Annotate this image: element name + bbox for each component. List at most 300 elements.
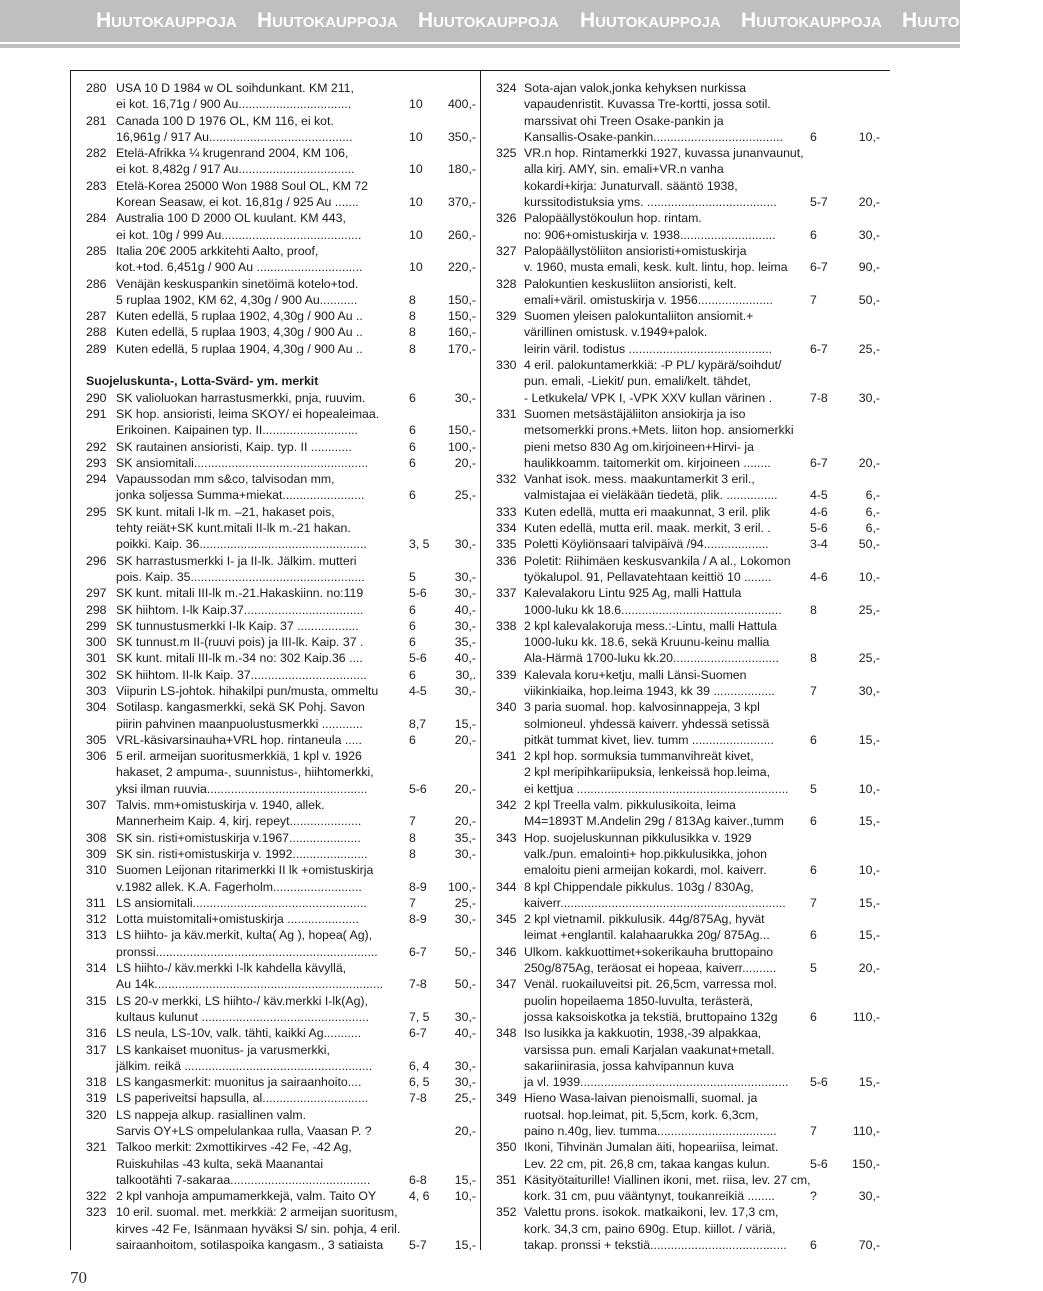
lot-price: 30,- bbox=[454, 912, 476, 927]
lot-description: haulikkoamm. taitomerkit om. kirjoineen ........ bbox=[524, 455, 771, 470]
lot-row bbox=[86, 895, 476, 911]
lot-description: Vapaussodan mm s&co, talvisodan mm, bbox=[116, 472, 335, 487]
lot-row bbox=[496, 439, 880, 455]
lot-description: kultaus kulunut ................................................. bbox=[116, 1009, 369, 1024]
lot-condition: 8 bbox=[810, 651, 817, 666]
lot-description: Lotta muistomitali+omistuskirja ..................... bbox=[116, 912, 359, 927]
lot-condition: 5-6 bbox=[810, 1075, 828, 1090]
lot-number: 318 bbox=[86, 1075, 107, 1090]
lot-description: LS neula, LS-10v, valk. tähti, kaikki Ag........... bbox=[116, 1026, 362, 1041]
lot-number: 304 bbox=[86, 700, 107, 715]
lot-row bbox=[86, 259, 476, 275]
lot-description: tehty reiät+SK kunt.mitali II-lk m.-21 hakan. bbox=[116, 521, 351, 536]
lot-description: Hop. suojeluskunnan pikkulusikka v. 1929 bbox=[524, 830, 752, 845]
lot-row bbox=[496, 1042, 880, 1058]
lot-description: 1000-luku kk 18.6............................................... bbox=[524, 602, 782, 617]
lot-description: marssivat ohi Treen Osake-pankin ja bbox=[524, 113, 724, 128]
lot-price: 20,- bbox=[858, 195, 880, 210]
lot-row bbox=[496, 194, 880, 210]
lot-number: 323 bbox=[86, 1205, 107, 1220]
lot-number: 315 bbox=[86, 993, 107, 1008]
lot-row bbox=[496, 357, 880, 373]
lot-row bbox=[86, 732, 476, 748]
lot-row bbox=[86, 113, 476, 129]
lot-number: 293 bbox=[86, 455, 107, 470]
lot-price: 6,- bbox=[865, 504, 880, 519]
lot-description: SK valioluokan harrastusmerkki, pnja, ruuvim. bbox=[116, 390, 366, 405]
lot-price: 50,- bbox=[454, 944, 476, 959]
lot-row bbox=[86, 830, 476, 846]
lot-price: 100,- bbox=[447, 439, 476, 454]
lot-condition: 8 bbox=[409, 846, 416, 861]
lot-row bbox=[496, 960, 880, 976]
lot-number: 349 bbox=[496, 1091, 517, 1106]
lot-price: 50,- bbox=[858, 537, 880, 552]
lot-price: 30,- bbox=[454, 846, 476, 861]
lot-description: LS paperiveitsi hapsulla, al............................... bbox=[116, 1091, 369, 1106]
lot-condition: 5-6 bbox=[409, 651, 427, 666]
lot-description: SK hiihtom. II-lk Kaip. 37.................................. bbox=[116, 667, 367, 682]
lot-description: varsissa pun. emali Karjalan vaakunat+metall. bbox=[524, 1042, 775, 1057]
lot-number: 352 bbox=[496, 1205, 517, 1220]
lot-row bbox=[86, 569, 476, 585]
lot-row bbox=[86, 210, 476, 226]
lot-description: SK hiihtom. I-lk Kaip.37................................... bbox=[116, 602, 364, 617]
lot-description: 2 kpl Treella valm. pikkulusikoita, leima bbox=[524, 798, 736, 813]
left-column-listing bbox=[86, 80, 476, 1253]
lot-description: Australia 100 D 2000 OL kuulant. KM 443, bbox=[116, 211, 346, 226]
lot-condition: 7-8 bbox=[409, 977, 427, 992]
page-header-banner bbox=[0, 0, 1043, 42]
lot-row bbox=[86, 813, 476, 829]
lot-description: SK sin. risti+omistuskirja v.1967..................... bbox=[116, 830, 361, 845]
lot-price: 10,- bbox=[858, 781, 880, 796]
lot-description: kirves -42 Fe, Isänmaan hyväksi S/ sin. pohja, 4 eril. bbox=[116, 1221, 401, 1236]
lot-price: 30,- bbox=[454, 586, 476, 601]
lot-row bbox=[496, 308, 880, 324]
lot-description: LS kangasmerkit: muonitus ja sairaanhoito.... bbox=[116, 1075, 362, 1090]
lot-number: 321 bbox=[86, 1140, 107, 1155]
lot-condition: 6 bbox=[409, 439, 416, 454]
lot-number: 325 bbox=[496, 146, 517, 161]
lot-number: 288 bbox=[86, 325, 107, 340]
lot-description: LS hiihto- ja käv.merkit, kulta( Ag ), hopea( Ag), bbox=[116, 928, 373, 943]
lot-description: SK kunt. mitali III-lk m.-34 no: 302 Kaip.36 .... bbox=[116, 651, 363, 666]
lot-price: 25,- bbox=[454, 488, 476, 503]
lot-row bbox=[496, 1123, 880, 1139]
lot-row bbox=[86, 520, 476, 536]
lot-price: 15,- bbox=[858, 895, 880, 910]
lot-description: 8 kpl Chippendale pikkulus. 103g / 830Ag, bbox=[524, 879, 754, 894]
lot-condition: 10 bbox=[409, 260, 423, 275]
lot-row bbox=[496, 422, 880, 438]
lot-description: Poletit: Riihimäen keskusvankila / A al., Lokomon bbox=[524, 553, 791, 568]
lot-number: 290 bbox=[86, 390, 107, 405]
lot-description: pronssi................................................................. bbox=[116, 944, 378, 959]
lot-description: alla kirj. AMY, sin. emali+VR.n vanha bbox=[524, 162, 724, 177]
lot-row bbox=[496, 1139, 880, 1155]
lot-description: Sotilasp. kangasmerkki, sekä SK Pohj. Savon bbox=[116, 700, 365, 715]
lot-price: 35,- bbox=[454, 635, 476, 650]
lot-price: 30,- bbox=[454, 618, 476, 633]
lot-description: emaloitu pieni armeijan kokardi, mol. kaiverr. bbox=[524, 863, 767, 878]
lot-description: Etelä-Korea 25000 Won 1988 Soul OL, KM 72 bbox=[116, 178, 369, 193]
lot-row bbox=[496, 145, 880, 161]
lot-description: ei kettjua .............................................................. bbox=[524, 781, 789, 796]
lot-row bbox=[496, 536, 880, 552]
lot-description: leimat +englantil. kalahaarukka 20g/ 875Ag... bbox=[524, 928, 770, 943]
lot-number: 302 bbox=[86, 667, 107, 682]
lot-description: v.1982 allek. K.A. Fagerholm.......................... bbox=[116, 879, 362, 894]
lot-row bbox=[496, 634, 880, 650]
lot-condition: 6-7 bbox=[810, 260, 828, 275]
lot-description: pun. emali, -Liekit/ pun. emali/kelt. tähdet, bbox=[524, 374, 751, 389]
header-word: Huutokauppoja bbox=[741, 9, 882, 32]
lot-row bbox=[86, 129, 476, 145]
lot-price: 150,- bbox=[447, 309, 476, 324]
lot-description: Etelä-Afrikka ¼ krugenrand 2004, KM 106, bbox=[116, 146, 349, 161]
lot-row bbox=[496, 993, 880, 1009]
lot-number: 344 bbox=[496, 879, 517, 894]
lot-description: Venäjän keskuspankin sinetöimä kotelo+tod. bbox=[116, 276, 359, 291]
lot-row bbox=[496, 455, 880, 471]
lot-condition: 6 bbox=[409, 602, 416, 617]
lot-description: Hieno Wasa-laivan pienoismalli, suomal. ja bbox=[524, 1091, 758, 1106]
lot-condition: 6 bbox=[810, 1009, 817, 1024]
lot-description: VR.n hop. Rintamerkki 1927, kuvassa junanvaunut, bbox=[524, 146, 804, 161]
column-divider bbox=[480, 70, 481, 1250]
lot-description: Vanhat isok. mess. maakuntamerkit 3 eril., bbox=[524, 472, 755, 487]
lot-number: 348 bbox=[496, 1026, 517, 1041]
lot-description: LS 20-v merkki, LS hiihto-/ käv.merkki I-lk(Ag), bbox=[116, 993, 368, 1008]
lot-number: 310 bbox=[86, 863, 107, 878]
lot-row bbox=[496, 764, 880, 780]
lot-row bbox=[86, 341, 476, 357]
lot-number: 334 bbox=[496, 521, 517, 536]
lot-number: 303 bbox=[86, 683, 107, 698]
lot-number: 346 bbox=[496, 944, 517, 959]
lot-description: 5 ruplaa 1902, KM 62, 4,30g / 900 Au........... bbox=[116, 292, 358, 307]
lot-row bbox=[86, 944, 476, 960]
lot-price: 15,- bbox=[858, 814, 880, 829]
lot-price: 30,. bbox=[455, 667, 476, 682]
lot-price: 30,- bbox=[454, 1058, 476, 1073]
lot-number: 299 bbox=[86, 618, 107, 633]
lot-number: 312 bbox=[86, 912, 107, 927]
lot-condition: 7 bbox=[810, 895, 817, 910]
lot-price: 350,- bbox=[447, 129, 476, 144]
header-word: Huutokauppoja bbox=[96, 9, 237, 32]
lot-description: 2 kpl hop. sormuksia tummanvihreät kivet, bbox=[524, 749, 754, 764]
lot-description: SK ansiomitali................................................... bbox=[116, 455, 369, 470]
lot-row bbox=[86, 748, 476, 764]
lot-row bbox=[86, 455, 476, 471]
lot-row bbox=[86, 161, 476, 177]
lot-condition: 8 bbox=[409, 309, 416, 324]
lot-row bbox=[86, 1058, 476, 1074]
lot-number: 330 bbox=[496, 358, 517, 373]
lot-number: 351 bbox=[496, 1172, 517, 1187]
lot-row bbox=[496, 602, 880, 618]
lot-description: 3 paria suomal. hop. kalvosinnappeja, 3 kpl bbox=[524, 700, 760, 715]
lot-row bbox=[86, 1221, 476, 1237]
lot-number: 313 bbox=[86, 928, 107, 943]
lot-description: ei kot. 16,71g / 900 Au................................. bbox=[116, 97, 352, 112]
lot-description: ruotsal. hop.leimat, pit. 5,5cm, kork. 6,3cm, bbox=[524, 1107, 759, 1122]
lot-description: kokardi+kirja: Junaturvall. sääntö 1938, bbox=[524, 178, 738, 193]
lot-description: solmioneul. yhdessä kaiverr. yhdessä setissä bbox=[524, 716, 770, 731]
lot-description: 1000-luku kk. 18.6, sekä Kruunu-keinu mallia bbox=[524, 635, 770, 650]
lot-price: 30,- bbox=[858, 390, 880, 405]
lot-row bbox=[496, 748, 880, 764]
lot-number: 347 bbox=[496, 977, 517, 992]
lot-condition: 3, 5 bbox=[409, 537, 430, 552]
lot-number: 305 bbox=[86, 732, 107, 747]
lot-price: 20,- bbox=[858, 961, 880, 976]
lot-row bbox=[496, 895, 880, 911]
lot-row bbox=[86, 1074, 476, 1090]
lot-description: Viipurin LS-johtok. hihakilpi pun/musta, ommeltu bbox=[116, 683, 379, 698]
lot-number: 336 bbox=[496, 553, 517, 568]
lot-number: 297 bbox=[86, 586, 107, 601]
lot-description: Kalevala koru+ketju, malli Länsi-Suomen bbox=[524, 667, 747, 682]
lot-description: kurssitodistuksia yms. ...................................... bbox=[524, 195, 777, 210]
lot-condition: 6 bbox=[409, 423, 416, 438]
lot-description: metsomerkki prons.+Mets. liiton hop. ansiomerkki bbox=[524, 423, 794, 438]
header-word: Huutokauppoja bbox=[902, 9, 1043, 32]
lot-row bbox=[496, 96, 880, 112]
lot-condition: 6 bbox=[409, 635, 416, 650]
lot-price: 15,- bbox=[454, 1238, 476, 1253]
lot-row bbox=[86, 667, 476, 683]
lot-number: 287 bbox=[86, 309, 107, 324]
lot-row bbox=[86, 1042, 476, 1058]
lot-description: jälkim. reikä ....................................................... bbox=[116, 1058, 373, 1073]
lot-description: SK harrastusmerkki I- ja II-lk. Jälkim. mutteri bbox=[116, 553, 357, 568]
lot-row bbox=[86, 390, 476, 406]
lot-description: Talkoo merkit: 2xmottikirves -42 Fe, -42 Ag, bbox=[116, 1140, 352, 1155]
lot-description: vapaudenristit. Kuvassa Tre-kortti, jossa sotil. bbox=[524, 97, 771, 112]
lot-row bbox=[496, 390, 880, 406]
lot-price: 25,- bbox=[858, 651, 880, 666]
lot-row bbox=[86, 439, 476, 455]
lot-row bbox=[496, 732, 880, 748]
lot-row bbox=[86, 357, 476, 373]
lot-description: emali+väril. omistuskirja v. 1956...................... bbox=[524, 292, 773, 307]
header-word: Huutokauppoja bbox=[580, 9, 721, 32]
lot-price: 370,- bbox=[447, 195, 476, 210]
lot-price: 260,- bbox=[447, 227, 476, 242]
lot-price: 150,- bbox=[851, 1156, 880, 1171]
lot-row bbox=[496, 813, 880, 829]
lot-row bbox=[86, 699, 476, 715]
lot-number: 291 bbox=[86, 406, 107, 421]
lot-condition: 3-4 bbox=[810, 537, 828, 552]
lot-number: 343 bbox=[496, 830, 517, 845]
lot-row bbox=[86, 993, 476, 1009]
lot-description: Erikoinen. Kaipainen typ. II............................ bbox=[116, 423, 358, 438]
lot-description: Venäl. ruokailuveitsi pit. 26,5cm, varressa mol. bbox=[524, 977, 777, 992]
lot-description: Iso lusikka ja kakkuotin, 1938,-39 alpakkaa, bbox=[524, 1026, 762, 1041]
lot-number: 338 bbox=[496, 618, 517, 633]
lot-description: - Letkukela/ VPK I, -VPK XXV kullan värinen . bbox=[524, 390, 773, 405]
lot-number: 332 bbox=[496, 472, 517, 487]
lot-description: viikinkiaika, hop.leima 1943, kk 39 .................. bbox=[524, 683, 775, 698]
lot-row bbox=[496, 373, 880, 389]
lot-condition: 10 bbox=[409, 97, 423, 112]
lot-number: 331 bbox=[496, 406, 517, 421]
lot-description: 2 kpl vanhoja ampumamerkkejä, valm. Taito OY bbox=[116, 1189, 377, 1204]
lot-row bbox=[496, 292, 880, 308]
lot-row bbox=[496, 276, 880, 292]
lot-condition: 7, 5 bbox=[409, 1009, 430, 1024]
lot-price: 50,- bbox=[858, 292, 880, 307]
lot-number: 294 bbox=[86, 472, 107, 487]
lot-price: 20,- bbox=[454, 1124, 476, 1138]
lot-price: 30,- bbox=[454, 537, 476, 552]
lot-description: Suomen metsästäjäliiton ansiokirja ja iso bbox=[524, 406, 746, 421]
lot-condition: 5-6 bbox=[810, 1156, 828, 1171]
lot-row bbox=[86, 846, 476, 862]
lot-price: 30,- bbox=[858, 1189, 880, 1204]
lot-condition: 6, 5 bbox=[409, 1075, 430, 1090]
lot-condition: 8 bbox=[409, 292, 416, 307]
lot-description: Au 14k................................................................... bbox=[116, 977, 384, 992]
lot-description: piirin pahvinen maanpuolustusmerkki ............ bbox=[116, 716, 363, 731]
lot-description: SK kunt. mitali I-lk m. –21, hakaset pois, bbox=[116, 504, 335, 519]
lot-price: 10,- bbox=[858, 863, 880, 878]
page-number: 70 bbox=[70, 1268, 87, 1287]
lot-condition: 6-7 bbox=[810, 341, 828, 356]
lot-description: ei kot. 10g / 999 Au......................................... bbox=[116, 227, 362, 242]
lot-condition: 5-7 bbox=[810, 195, 828, 210]
lot-price: 30,- bbox=[454, 1009, 476, 1024]
lot-price: 110,- bbox=[852, 1009, 880, 1024]
lot-number: 345 bbox=[496, 912, 517, 927]
lot-price: 150,- bbox=[447, 292, 476, 307]
lot-row bbox=[86, 650, 476, 666]
lot-description: pois. Kaip. 35................................................... bbox=[116, 569, 365, 584]
lot-row bbox=[86, 96, 476, 112]
lot-row bbox=[86, 1237, 476, 1253]
lot-row bbox=[86, 292, 476, 308]
lot-price: 10,- bbox=[858, 569, 880, 584]
lot-row bbox=[496, 699, 880, 715]
lot-description: kot.+tod. 6,451g / 900 Au ............................... bbox=[116, 260, 363, 275]
lot-description: pitkät tummat kivet, liev. tumm ........................ bbox=[524, 732, 774, 747]
lot-price: 400,- bbox=[447, 97, 476, 112]
lot-condition: 6 bbox=[409, 488, 416, 503]
lot-row bbox=[86, 145, 476, 161]
lot-price: 170,- bbox=[447, 341, 476, 356]
lot-row bbox=[496, 243, 880, 259]
lot-description: Poletti Köyliönsaari talvipäivä /94................... bbox=[524, 537, 769, 552]
lot-condition: 6 bbox=[409, 455, 416, 470]
lot-description: LS kankaiset muonitus- ja varusmerkki, bbox=[116, 1042, 330, 1057]
lot-condition: 4, 6 bbox=[409, 1189, 430, 1204]
lot-number: 335 bbox=[496, 537, 517, 552]
lot-row bbox=[496, 781, 880, 797]
lot-number: 320 bbox=[86, 1107, 107, 1122]
lot-description: sakariinirasia, jossa kahvipannun kuva bbox=[524, 1058, 734, 1073]
lot-condition: 6-7 bbox=[409, 944, 427, 959]
lot-description: 2 kpl vietnamil. pikkulusik. 44g/875Ag, hyvät bbox=[524, 912, 765, 927]
header-word: Huutokauppoja bbox=[418, 9, 559, 32]
lot-description: Kansallis-Osake-pankin...................................... bbox=[524, 129, 784, 144]
lot-row bbox=[496, 1107, 880, 1123]
lot-row bbox=[496, 1172, 880, 1188]
lot-row bbox=[496, 944, 880, 960]
lot-description: Kalevalakoru Lintu 925 Ag, malli Hattula bbox=[524, 586, 742, 601]
lot-condition: 10 bbox=[409, 162, 423, 177]
lot-description: no: 906+omistuskirja v. 1938............................ bbox=[524, 227, 776, 242]
lot-row bbox=[86, 1156, 476, 1172]
lot-row bbox=[496, 341, 880, 357]
lot-price: 30,- bbox=[454, 390, 476, 405]
lot-description: v. 1960, musta emali, kesk. kult. lintu, hop. leima bbox=[524, 260, 788, 275]
lot-condition: 8 bbox=[409, 325, 416, 340]
lot-row bbox=[496, 324, 880, 340]
lot-condition: 7-8 bbox=[810, 390, 828, 405]
lot-description: Ruiskuhilas -43 kulta, sekä Maanantai bbox=[116, 1156, 324, 1171]
lot-condition: 6-7 bbox=[409, 1026, 427, 1041]
lot-row bbox=[86, 422, 476, 438]
lot-price: 30,- bbox=[454, 1075, 476, 1090]
lot-row bbox=[86, 764, 476, 780]
lot-price: 20,- bbox=[454, 455, 476, 470]
lot-condition: 6 bbox=[810, 928, 817, 943]
lot-row bbox=[496, 846, 880, 862]
lot-price: 110,- bbox=[852, 1124, 880, 1138]
lot-condition: 7-8 bbox=[409, 1091, 427, 1106]
lot-condition: 8,7 bbox=[409, 716, 427, 731]
lot-condition: 5-7 bbox=[409, 1238, 427, 1253]
lot-number: 329 bbox=[496, 309, 517, 324]
lot-number: 350 bbox=[496, 1140, 517, 1155]
lot-description: Korean Seasaw, ei kot. 16,81g / 925 Au ....... bbox=[116, 195, 359, 210]
lot-price: 25,- bbox=[858, 341, 880, 356]
lot-number: 296 bbox=[86, 553, 107, 568]
lot-number: 327 bbox=[496, 243, 517, 258]
lot-row bbox=[496, 1221, 880, 1237]
lot-row bbox=[86, 1188, 476, 1204]
lot-price: 160,- bbox=[447, 325, 476, 340]
lot-number: 308 bbox=[86, 830, 107, 845]
lot-row bbox=[86, 536, 476, 552]
lot-condition: ? bbox=[810, 1189, 817, 1204]
lot-row bbox=[496, 520, 880, 536]
lot-row bbox=[86, 602, 476, 618]
lot-description: kaiverr.................................................................. bbox=[524, 895, 786, 910]
lot-condition: 4-6 bbox=[810, 504, 828, 519]
lot-description: USA 10 D 1984 w OL soihdunkant. KM 211, bbox=[116, 81, 354, 95]
lot-row bbox=[496, 129, 880, 145]
lot-description: yksi ilman ruuvia............................................... bbox=[116, 781, 368, 796]
lot-description: LS hiihto-/ käv.merkki I-lk kahdella kävyllä, bbox=[116, 961, 347, 976]
lot-price: 25,- bbox=[454, 895, 476, 910]
lot-condition: 6 bbox=[409, 390, 416, 405]
lot-price: 30,- bbox=[454, 569, 476, 584]
lot-condition: 5 bbox=[810, 961, 817, 976]
lot-price: 15,- bbox=[858, 928, 880, 943]
lot-description: SK rautainen ansioristi, Kaip. typ. II ............ bbox=[116, 439, 352, 454]
lot-row bbox=[86, 227, 476, 243]
lot-row bbox=[496, 1156, 880, 1172]
section-heading: Suojeluskunta-, Lotta-Svärd- ym. merkit bbox=[86, 374, 319, 389]
lot-row bbox=[496, 406, 880, 422]
lot-row bbox=[86, 976, 476, 992]
lot-number: 324 bbox=[496, 81, 517, 95]
